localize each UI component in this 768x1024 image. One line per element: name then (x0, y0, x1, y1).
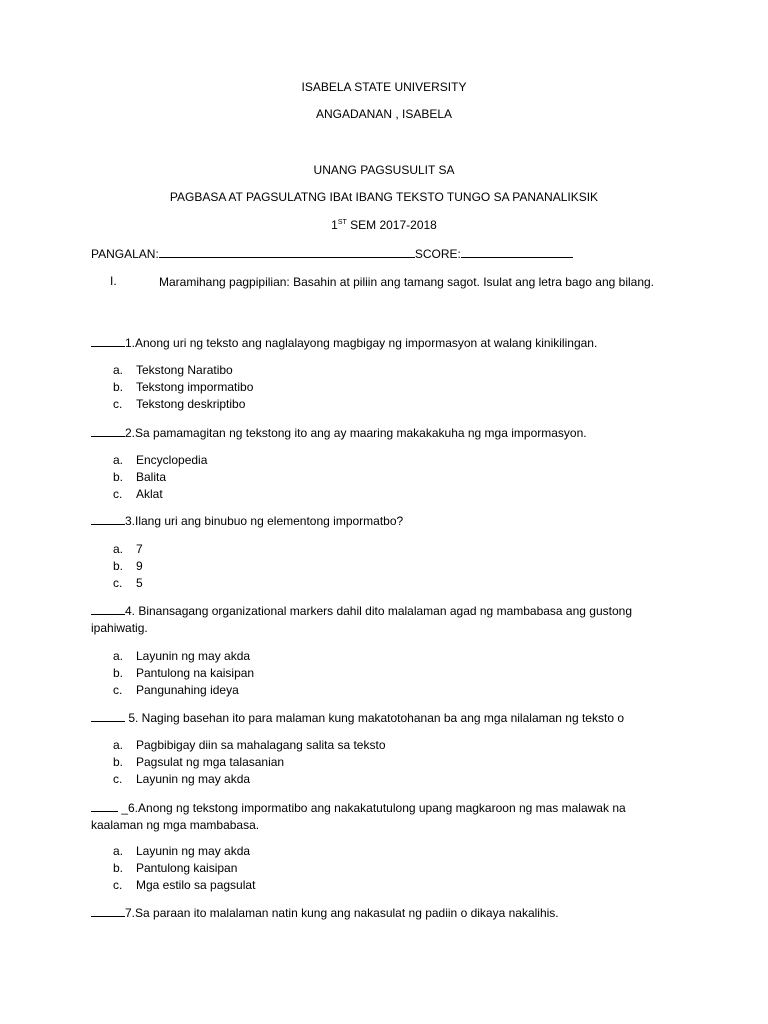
choice-text: Pantulong na kaisipan (136, 666, 255, 680)
choice-text: Layunin ng may akda (136, 844, 251, 858)
choice-letter: b. (113, 755, 124, 769)
choice-letter: a. (113, 649, 124, 663)
question-text: _6.Anong ng tekstong impormatibo ang nakakatutulong upang magkaroon ng mas malawak na kaalaman ng mga mambabasa. (91, 801, 626, 832)
choice-a (113, 452, 207, 469)
choice-letter: a. (113, 738, 124, 752)
choice-text: 7 (136, 542, 143, 556)
answer-blank[interactable] (91, 710, 125, 722)
choice-letter: b. (113, 666, 124, 680)
choices-list-4 (113, 648, 254, 699)
semester-superscript: ST (337, 219, 347, 226)
choice-letter: b. (113, 861, 124, 875)
answer-blank[interactable] (91, 905, 125, 917)
choice-c (113, 575, 143, 592)
question-7 (91, 905, 671, 922)
answer-blank[interactable] (91, 603, 125, 615)
question-text: 7.Sa paraan ito malalaman natin kung ang nakasulat ng padiin o dikaya nakalihis. (125, 906, 559, 920)
choice-text: Layunin ng may akda (136, 772, 251, 786)
question-text: 4. Binansagang organizational markers dahil dito malalaman agad ng mambabasa ang gustong ipahiwatig. (91, 604, 632, 635)
choice-c (113, 486, 207, 503)
choice-letter: a. (113, 453, 124, 467)
choice-text: Pagbibigay diin sa mahalagang salita sa teksto (136, 738, 386, 752)
choice-text: 9 (136, 559, 143, 573)
choice-c (113, 877, 255, 894)
answer-blank[interactable] (91, 425, 125, 437)
choice-c (113, 396, 253, 413)
choice-letter: c. (113, 487, 123, 501)
choice-text: Pangunahing ideya (136, 683, 239, 697)
campus-name: ANGADANAN , ISABELA (315, 107, 453, 121)
choice-a (113, 362, 253, 379)
question-3 (91, 513, 671, 530)
question-text: 5. Naging basehan ito para malaman kung makatotohanan ba ang mga nilalaman ng teksto o (125, 711, 624, 725)
choice-b (113, 469, 207, 486)
choice-a (113, 737, 386, 754)
choice-letter: c. (113, 397, 123, 411)
choice-b (113, 558, 143, 575)
score-label: SCORE: (414, 247, 461, 261)
choice-b (113, 754, 386, 771)
choice-text: Tekstong impormatibo (136, 380, 254, 394)
question-5 (91, 710, 671, 727)
question-4 (91, 603, 671, 637)
answer-blank[interactable] (91, 800, 118, 812)
choice-b (113, 860, 255, 877)
exam-title: UNANG PAGSUSULIT SA (313, 163, 455, 177)
choices-list-2 (113, 452, 207, 503)
choice-a (113, 541, 143, 558)
choices-list-6 (113, 843, 255, 894)
choice-letter: b. (113, 559, 124, 573)
subject-title: PAGBASA AT PAGSULATNG IBAt IBANG TEKSTO TUNGO SA PANANALIKSIK (169, 190, 599, 204)
semester-text: SEM 2017-2018 (346, 218, 437, 232)
choice-letter: c. (113, 878, 123, 892)
choice-letter: b. (113, 380, 124, 394)
name-blank[interactable] (159, 246, 415, 258)
choice-letter: a. (113, 363, 124, 377)
score-blank[interactable] (461, 246, 573, 258)
choice-text: 5 (136, 576, 143, 590)
question-text: 3.Ilang uri ang binubuo ng elementong impormatbo? (125, 514, 404, 528)
choices-list-1 (113, 362, 253, 413)
section-number: I. (110, 274, 117, 288)
choices-list-5 (113, 737, 386, 788)
answer-blank[interactable] (91, 335, 125, 347)
choice-letter: b. (113, 470, 124, 484)
choice-letter: c. (113, 576, 123, 590)
choice-text: Layunin ng may akda (136, 649, 251, 663)
choice-letter: a. (113, 542, 124, 556)
question-2 (91, 425, 671, 442)
choice-letter: c. (113, 683, 123, 697)
choice-text: Balita (136, 470, 167, 484)
choice-c (113, 682, 254, 699)
choice-text: Pagsulat ng mga talasanian (136, 755, 285, 769)
choice-a (113, 843, 255, 860)
choice-letter: c. (113, 772, 123, 786)
choice-text: Tekstong deskriptibo (136, 397, 246, 411)
student-info-line (91, 246, 573, 261)
choice-text: Aklat (136, 487, 163, 501)
name-label: PANGALAN: (91, 247, 159, 261)
section-instructions: Maramihang pagpipilian: Basahin at piliin ang tamang sagot. Isulat ang letra bago ang bilang. (159, 275, 654, 289)
question-text: 1.Anong uri ng teksto ang naglalayong magbigay ng impormasyon at walang kinikilingan. (125, 336, 598, 350)
choice-b (113, 665, 254, 682)
semester-line (0, 218, 768, 232)
question-text: 2.Sa pamamagitan ng tekstong ito ang ay maaring makakakuha ng mga impormasyon. (125, 426, 587, 440)
choice-b (113, 379, 253, 396)
university-name: ISABELA STATE UNIVERSITY (301, 80, 467, 94)
choice-text: Pantulong kaisipan (136, 861, 238, 875)
choice-a (113, 648, 254, 665)
question-1 (91, 335, 671, 352)
semester-number: 1 (331, 218, 338, 232)
choice-text: Encyclopedia (136, 453, 208, 467)
choice-text: Tekstong Naratibo (136, 363, 233, 377)
question-6 (91, 800, 671, 834)
choice-text: Mga estilo sa pagsulat (136, 878, 256, 892)
choice-c (113, 771, 386, 788)
answer-blank[interactable] (91, 513, 125, 525)
choices-list-3 (113, 541, 143, 592)
choice-letter: a. (113, 844, 124, 858)
